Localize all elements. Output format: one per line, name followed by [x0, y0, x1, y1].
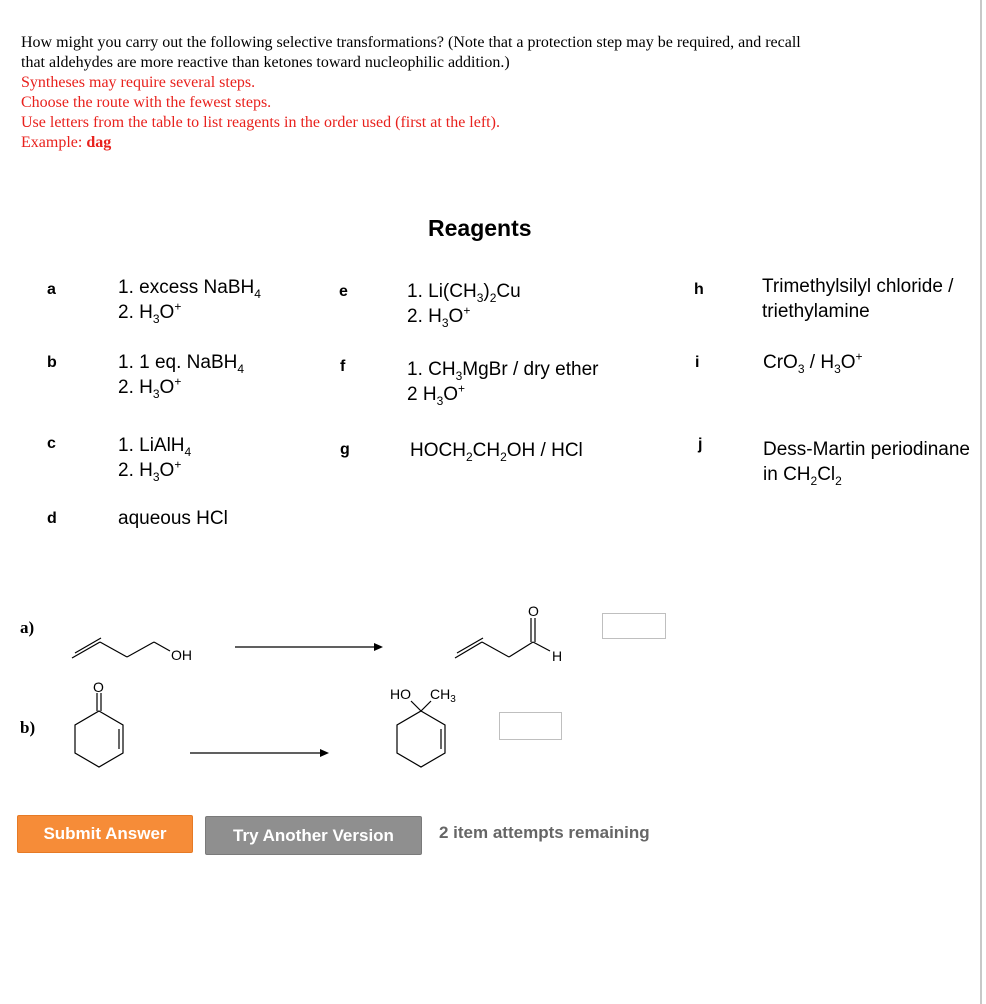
- sup: +: [855, 349, 863, 364]
- reagent-letter-f: f: [340, 358, 346, 375]
- reagent-g-text: HOCH: [410, 440, 466, 461]
- sub: 3: [834, 361, 841, 376]
- arrow-head: [374, 643, 383, 651]
- reagent-h-line1: Trimethylsilyl chloride /: [762, 276, 954, 297]
- sub: 2: [500, 449, 507, 464]
- reagent-e-line2: 2. H: [407, 306, 442, 327]
- reagent-letter-a: a: [47, 281, 56, 298]
- text: O: [159, 377, 175, 398]
- reagent-a-line2: 2. H: [118, 302, 153, 323]
- sub: 3: [441, 315, 449, 330]
- reagent-d-line1: aqueous HCl: [118, 508, 228, 529]
- sup: +: [174, 457, 182, 472]
- reagent-letter-i: i: [695, 354, 700, 371]
- reagent-letter-d: d: [47, 510, 57, 527]
- reagent-b-line1: 1. 1 eq. NaBH: [118, 352, 238, 373]
- bond: [154, 642, 170, 651]
- bond: [421, 701, 431, 711]
- reagent-g: [410, 438, 583, 463]
- text: O: [840, 352, 856, 373]
- reagent-letter-b: b: [47, 354, 57, 371]
- ho-label: HO: [390, 686, 411, 702]
- text: O: [159, 460, 175, 481]
- reagent-j-line1: Dess-Martin periodinane: [763, 439, 970, 460]
- reagents-title: Reagents: [428, 215, 532, 241]
- bond: [100, 642, 127, 657]
- sub: 4: [254, 286, 261, 301]
- sup: +: [174, 374, 182, 389]
- sub: 3: [152, 311, 160, 326]
- text: Cl: [817, 464, 836, 485]
- sub: 3: [152, 469, 160, 484]
- sup: +: [463, 303, 471, 318]
- instruction-line-3: Syntheses may require several steps.: [21, 74, 256, 91]
- sub: 4: [184, 444, 192, 459]
- text: O: [448, 306, 464, 327]
- arrow-head: [320, 749, 329, 757]
- sub: 2: [465, 449, 473, 464]
- ring: [397, 711, 445, 767]
- instruction-line-2: that aldehydes are more reactive than ketones toward nucleophilic addition.): [21, 54, 510, 71]
- text: OH / HCl: [506, 440, 583, 461]
- ring: [75, 711, 123, 767]
- sub: 3: [797, 361, 805, 376]
- instruction-line-1: How might you carry out the following selective transformations? (Note that a protection step may be required, and recall: [21, 34, 801, 51]
- sub: 3: [455, 368, 463, 383]
- reagent-letter-j: j: [698, 436, 703, 453]
- example-label: Example:: [21, 134, 87, 151]
- text: / H: [804, 352, 835, 373]
- question-b-scheme: [0, 680, 700, 785]
- o-label: O: [528, 603, 539, 619]
- ch3-label: [430, 686, 456, 705]
- text: ): [483, 281, 490, 302]
- reagent-f: [407, 357, 598, 407]
- ch-text: CH: [430, 686, 451, 702]
- question-b-label: b): [20, 718, 36, 737]
- instructions: [21, 33, 921, 153]
- text: Cu: [496, 281, 521, 302]
- text: O: [159, 302, 175, 323]
- reagent-f-line1: 1. CH: [407, 359, 456, 380]
- reagent-f-line2: 2 H: [407, 384, 437, 405]
- sup: +: [458, 381, 466, 396]
- question-a-label: a): [20, 618, 35, 637]
- instruction-line-4: Choose the route with the fewest steps.: [21, 94, 272, 111]
- reagent-a: [118, 275, 261, 325]
- submit-answer-button[interactable]: Submit Answer: [17, 815, 193, 853]
- sup: +: [174, 299, 182, 314]
- text: CH: [472, 440, 501, 461]
- bond: [127, 642, 154, 657]
- bond: [75, 638, 101, 653]
- text: O: [443, 384, 459, 405]
- reagent-letter-e: e: [339, 283, 348, 300]
- example-value: dag: [86, 134, 112, 151]
- reagent-e: [407, 279, 521, 329]
- answer-input-b[interactable]: [499, 712, 562, 740]
- right-border: [980, 0, 982, 1004]
- try-another-version-button[interactable]: Try Another Version: [205, 816, 422, 855]
- bond: [482, 642, 509, 657]
- ketone-o-label: O: [93, 680, 104, 695]
- reagent-h: [762, 274, 953, 324]
- bond: [455, 642, 482, 658]
- reagent-b: [118, 350, 244, 400]
- reagent-c: [118, 433, 191, 483]
- reagent-a-line1: 1. excess NaBH: [118, 277, 255, 298]
- sub: 2: [810, 473, 818, 487]
- bond: [72, 642, 100, 658]
- sub: 2: [489, 290, 497, 305]
- reagent-j-line2: in CH: [763, 464, 811, 485]
- reagent-i-text: CrO: [763, 352, 798, 373]
- bond: [457, 638, 483, 653]
- oh-label: OH: [171, 647, 192, 663]
- reagent-letter-h: h: [694, 281, 704, 298]
- sub: 4: [237, 361, 245, 376]
- bond: [509, 642, 533, 657]
- text: MgBr / dry ether: [462, 359, 599, 380]
- reagent-h-line2: triethylamine: [762, 301, 870, 322]
- sub: 3: [476, 290, 484, 305]
- reagent-c-line2: 2. H: [118, 460, 153, 481]
- reagent-e-line1: 1. Li(CH: [407, 281, 477, 302]
- question-a-scheme: [0, 590, 700, 680]
- attempts-remaining: 2 item attempts remaining: [439, 823, 650, 842]
- reagent-i: [763, 350, 863, 375]
- sub: 2: [835, 473, 842, 487]
- instruction-line-5: Use letters from the table to list reagents in the order used (first at the left).: [21, 114, 500, 131]
- sub: 3: [436, 393, 444, 408]
- reagent-c-line1: 1. LiAlH: [118, 435, 185, 456]
- reagent-letter-g: g: [340, 441, 350, 458]
- bond: [533, 642, 550, 651]
- reagent-letter-c: c: [47, 435, 56, 452]
- ch-sub: 3: [450, 694, 456, 705]
- reagent-b-line2: 2. H: [118, 377, 153, 398]
- answer-input-a[interactable]: [602, 613, 666, 639]
- reagent-j: [763, 437, 980, 487]
- bond: [411, 701, 421, 711]
- sub: 3: [152, 386, 160, 401]
- example-line: [21, 133, 921, 153]
- reagent-d: [118, 506, 228, 531]
- h-label: H: [552, 648, 563, 664]
